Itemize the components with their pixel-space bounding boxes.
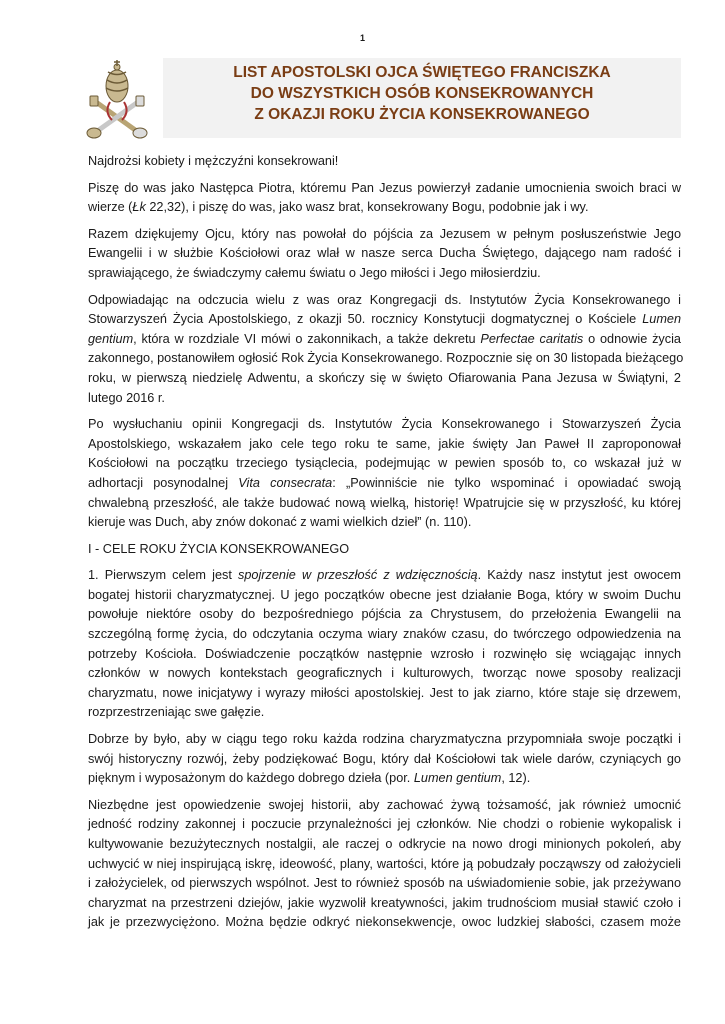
- text-run: , która w rozdziale VI mówi o zakonnikach, a także dekretu: [133, 331, 481, 346]
- text-line: kultywowanie bezużytecznych nostalgii, ale raczej o odkrycie na nowo drogi minionych pokoleń, aby: [88, 837, 681, 851]
- paragraph-7: [88, 796, 681, 933]
- text-line: [88, 310, 681, 330]
- text-line: zakonnego, postanowiłem ogłosić Rok Życia Konsekrowanego. Rozpocznie się on 30 listopada bieżącego: [88, 351, 684, 366]
- text-run: 1. Pierwszym celem jest: [88, 568, 239, 583]
- letter-body: [88, 152, 684, 940]
- italic-run: Lumen: [642, 312, 681, 327]
- text-line: roku, w pierwszą niedzielę Adwentu, a skończy się w święto Ofiarowania Pana Jezusa w Świątyni, 2: [88, 370, 681, 385]
- italic-run: Lumen gentium: [413, 771, 502, 786]
- text-line: i założycielek, od pierwszych wspólnot. Jest to również sposób na uświadomienie sobie, jak przeżywano: [88, 876, 681, 891]
- text-line: rozprzestrzeniając swe gałęzie.: [88, 705, 265, 720]
- text-run: o odnowie życia: [583, 331, 681, 346]
- paragraph-2: [88, 225, 681, 284]
- paragraph-3: [88, 291, 684, 409]
- text-run: wierze (: [88, 200, 133, 215]
- papal-coat-of-arms-icon: [82, 50, 152, 142]
- paragraph-6: [88, 730, 681, 789]
- text-run: pięknym i wyposażonym do każdego dobrego dzieła (por.: [88, 771, 414, 786]
- italic-run: Vita consecrata: [238, 475, 333, 490]
- text-line: Razem dziękujemy Ojcu, który nas powołał do pójścia za Jezusem w pełnym posłuszeństwie Jego: [88, 226, 681, 241]
- text-run: . Każdy nasz instytut jest owocem: [477, 568, 681, 583]
- text-line: szczególną formę życia, do odczytania oczyma wiary znaków czasu, do twórczego odpowiedzenia na: [88, 627, 681, 642]
- text-line: Kościołowi na początku trzeciego tysiąclecia, podejmując w pewien sposób to, co wskazał już w: [88, 456, 681, 471]
- text-line: charyzmat na przestrzeni dziejów, jakie wyzwolił kreatywności, jakim trudnościom musiał stawić czoło i: [88, 895, 681, 910]
- paragraph-4: [88, 415, 681, 533]
- text-line: Po wysłuchaniu opinii Kongregacji ds. Instytutów Życia Konsekrowanego i Stowarzyszeń Życia: [88, 417, 681, 432]
- text-run: Stowarzyszeń Życia Apostolskiego, z okazji 50. rocznicy Konstytucji dogmatycznej o Kościele: [88, 312, 643, 327]
- text-line: Niezbędne jest opowiedzenie swojej historii, aby zachować żywą tożsamość, jak również umocnić: [88, 797, 681, 812]
- text-line: [88, 769, 681, 789]
- text-line: Piszę do was jako Następca Piotra, któremu Pan Jezus powierzył zadanie umocnienia swoich braci w: [88, 180, 681, 195]
- text-line: [88, 474, 681, 494]
- text-line: sprawiającego, że świadczymy całemu światu o Jego miłości i Jego miłosierdziu.: [88, 265, 541, 280]
- text-line: chwalebną przeszłość, ale także budować nową wielką, historię! Wpatrujcie się w przyszłość, ku której: [88, 495, 681, 510]
- text-run: , 12).: [501, 771, 531, 786]
- text-line: Dobrze by było, aby w ciągu tego roku każda rodzina charyzmatyczna przypomniała swoje początki i: [88, 732, 681, 747]
- text-line: Odpowiadając na odczucia wielu z was oraz Kongregacji ds. Instytutów Życia Konsekrowanego i: [88, 292, 681, 307]
- text-line: kieruje was Duch, aby znów dokonać z wami wielkich dzieł” (n. 110).: [88, 515, 472, 530]
- greeting: Najdrożsi kobiety i mężczyźni konsekrowani!: [88, 154, 339, 168]
- text-line: bogatej historii charyzmatycznej. U jego początków obecne jest działanie Boga, który w swoim Duchu: [88, 587, 681, 602]
- title-line-2: DO WSZYSTKICH OSÓB KONSEKROWANYCH: [250, 85, 594, 102]
- document-title: [163, 62, 681, 125]
- page-number: 1: [359, 33, 365, 43]
- text-line: uchwycić w niej inspirującą iskrę, ideowość, plany, wartości, które ją pobudzały począwszy od założycieli: [88, 856, 681, 871]
- text-line: lutego 2016 r.: [88, 390, 165, 405]
- text-line: [88, 330, 681, 350]
- italic-run: Łk: [132, 200, 146, 215]
- text-line: Apostolskiego, wskazałem jako cele tego roku te same, jakie święty Jan Paweł II zaproponował: [88, 436, 681, 451]
- text-line: swój historyczny rozwój, żeby podziękować Bogu, który dał Kościołowi tak wiele darów, czyniących go: [88, 751, 681, 766]
- paragraph-5: [88, 566, 681, 723]
- text-line: członków w nowych kontekstach geograficznych i kulturowych, tworząc nowe sposoby realizacji: [88, 666, 681, 681]
- italic-run: Perfectae caritatis: [480, 331, 584, 346]
- text-line: [88, 566, 681, 586]
- text-line: Ewangelii i w służbie Kościołowi oraz wlał w nasze serca Ducha Świętego, dającego nam radość i: [88, 246, 681, 261]
- text-line: charyzmatu, nowe inicjatywy i wyrazy miłości apostolskiej. Jest to jak ziarno, które staje się drzewem,: [88, 685, 681, 700]
- italic-run: gentium: [88, 331, 134, 346]
- text-run: : „Powinniście nie tylko wspominać i opowiadać swoją: [332, 475, 681, 490]
- text-run: 22,32), i piszę do was, jako wasz brat, konsekrowany Bogu, podobnie jak i wy.: [145, 200, 589, 215]
- text-line: jedność rodziny zakonnej i poczucie przynależności jej członków. Nie chodzi o robienie wykopalisk i: [88, 817, 681, 832]
- italic-run: spojrzenie w przeszłość z wdzięcznością: [238, 568, 478, 583]
- section-heading: I - CELE ROKU ŻYCIA KONSEKROWANEGO: [88, 541, 350, 556]
- paragraph-1: [88, 179, 681, 218]
- title-line-1: LIST APOSTOLSKI OJCA ŚWIĘTEGO FRANCISZKA: [233, 64, 611, 81]
- text-line: powołuje niektóre osoby do bezpośredniego pójścia za Chrystusem, do przełożenia Ewangelii na: [88, 607, 681, 622]
- text-line: potrzeby Kościoła. Doświadczenie początków następnie wzrosło i rozwinęło się wciągając innych: [88, 646, 681, 661]
- title-line-3: Z OKAZJI ROKU ŻYCIA KONSEKROWANEGO: [254, 106, 590, 123]
- text-line: jak je przezwyciężono. Można będzie odkryć niekonsekwencje, owoc ludzkiej słabości, czasem może: [88, 915, 681, 930]
- text-run: adhortacji posynodalnej: [88, 475, 239, 490]
- text-line: [88, 198, 681, 218]
